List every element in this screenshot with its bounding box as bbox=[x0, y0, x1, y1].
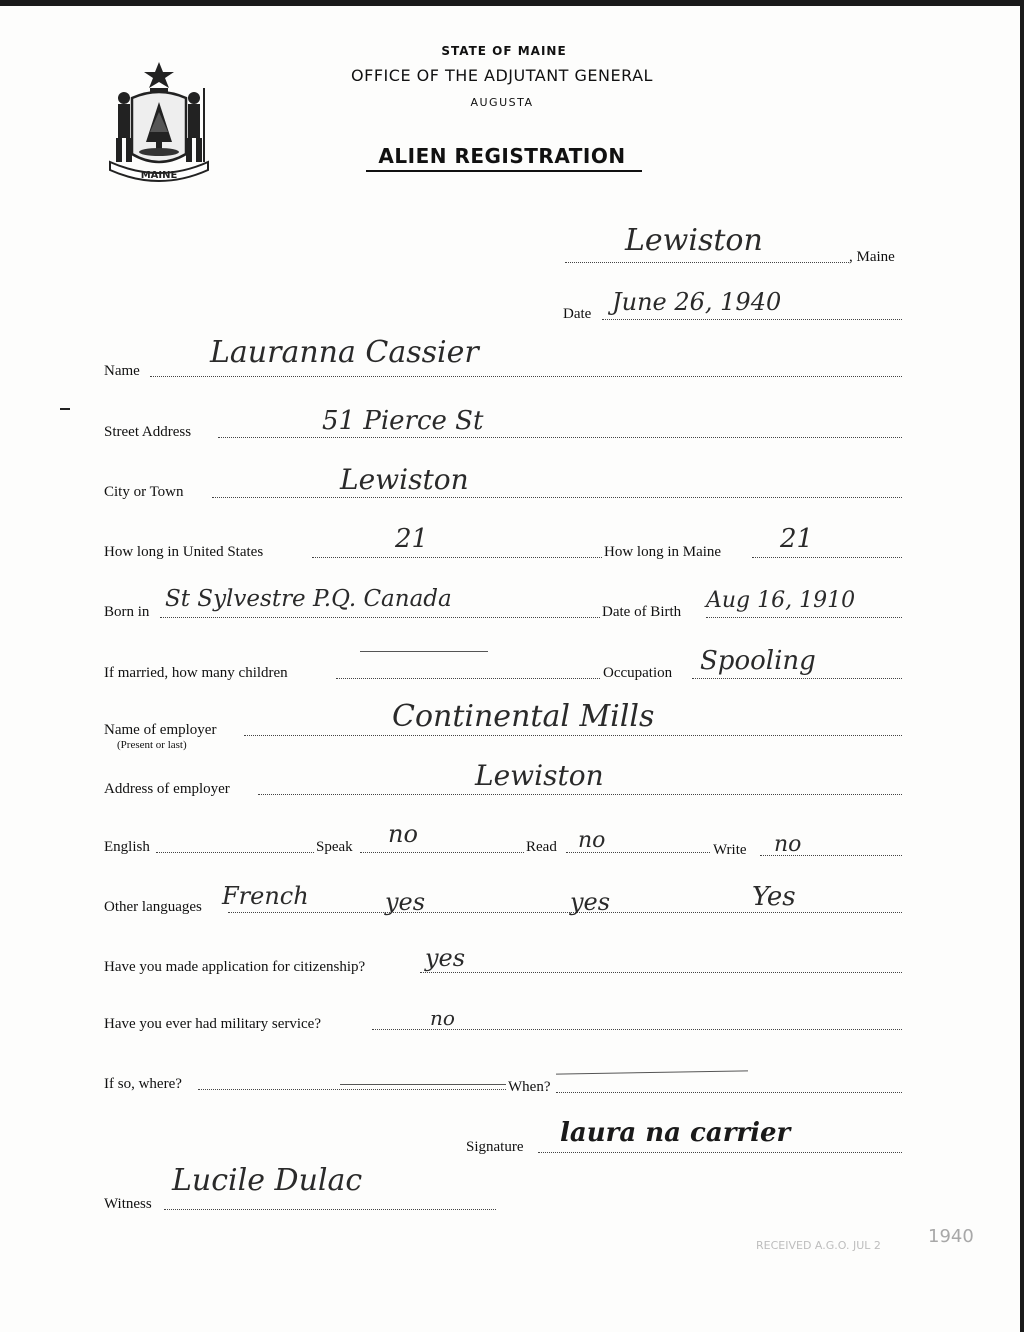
location-value: Lewiston bbox=[625, 223, 763, 258]
military-value: no bbox=[430, 1006, 455, 1030]
title-underline bbox=[366, 170, 642, 172]
location-line bbox=[565, 262, 849, 263]
employer-value: Continental Mills bbox=[392, 699, 655, 734]
margin-mark bbox=[60, 408, 70, 410]
when-dash-mark bbox=[556, 1070, 748, 1074]
employer-note: (Present or last) bbox=[117, 739, 187, 751]
occupation-label: Occupation bbox=[603, 665, 673, 681]
english-line bbox=[156, 852, 314, 853]
form-title: ALIEN REGISTRATION bbox=[378, 144, 626, 168]
if-so-where-line bbox=[198, 1089, 506, 1090]
street-line bbox=[218, 437, 902, 438]
name-value: Lauranna Cassier bbox=[210, 335, 479, 370]
read-label: Read bbox=[526, 839, 557, 855]
speak-line bbox=[360, 852, 524, 853]
read-value: no bbox=[578, 828, 606, 853]
witness-label: Witness bbox=[104, 1196, 152, 1212]
military-label: Have you ever had military service? bbox=[104, 1016, 321, 1032]
born-in-label: Born in bbox=[104, 604, 150, 620]
employer-line bbox=[244, 735, 902, 736]
born-in-line bbox=[160, 617, 600, 618]
scan-edge-right bbox=[1020, 0, 1024, 1332]
if-so-where-label: If so, where? bbox=[104, 1076, 182, 1092]
name-label: Name bbox=[104, 363, 140, 379]
street-label: Street Address bbox=[104, 424, 192, 440]
how-long-maine-label: How long in Maine bbox=[604, 544, 722, 560]
other-languages-label: Other languages bbox=[104, 899, 202, 915]
maine-label: , Maine bbox=[849, 249, 895, 265]
how-long-us-label: How long in United States bbox=[104, 544, 264, 560]
citizenship-line bbox=[420, 972, 902, 973]
received-stamp: RECEIVED A.G.O. JUL 2 bbox=[756, 1239, 881, 1252]
occupation-line bbox=[692, 678, 902, 679]
city-label: City or Town bbox=[104, 484, 184, 500]
date-of-birth-value: Aug 16, 1910 bbox=[706, 588, 856, 613]
seal-motto-text: MAINE bbox=[140, 170, 178, 181]
if-so-where-dash-mark bbox=[340, 1084, 506, 1085]
occupation-value: Spooling bbox=[700, 646, 816, 676]
signature-value: laura na carrier bbox=[560, 1118, 791, 1148]
how-long-maine-value: 21 bbox=[780, 524, 814, 554]
city-heading: AUGUSTA bbox=[470, 96, 534, 109]
street-value: 51 Pierce St bbox=[322, 406, 484, 436]
employer-address-line bbox=[258, 794, 902, 795]
state-heading: STATE OF MAINE bbox=[441, 44, 567, 58]
witness-line bbox=[164, 1209, 496, 1210]
speak-label: Speak bbox=[316, 839, 353, 855]
other-speak-value: yes bbox=[385, 888, 426, 916]
date-of-birth-line bbox=[706, 617, 902, 618]
how-long-maine-line bbox=[752, 557, 902, 558]
other-languages-line bbox=[228, 912, 902, 913]
employer-address-value: Lewiston bbox=[475, 759, 604, 792]
how-long-us-value: 21 bbox=[395, 524, 429, 554]
employer-label: Name of employer bbox=[104, 722, 217, 738]
employer-address-label: Address of employer bbox=[104, 781, 230, 797]
date-label: Date bbox=[563, 306, 592, 322]
witness-value: Lucile Dulac bbox=[172, 1163, 363, 1198]
children-line bbox=[336, 678, 600, 679]
received-stamp-year: 1940 bbox=[928, 1226, 974, 1247]
speak-value: no bbox=[388, 820, 418, 848]
when-label: When? bbox=[508, 1079, 551, 1095]
children-label: If married, how many children bbox=[104, 665, 288, 681]
when-line bbox=[556, 1092, 902, 1093]
citizenship-label: Have you made application for citizenship? bbox=[104, 959, 366, 975]
scan-edge-top bbox=[0, 0, 1024, 6]
signature-label: Signature bbox=[466, 1139, 524, 1155]
city-line bbox=[212, 497, 902, 498]
date-line bbox=[602, 319, 902, 320]
city-value: Lewiston bbox=[340, 463, 469, 496]
other-write-value: Yes bbox=[752, 882, 796, 912]
other-language-value: French bbox=[222, 882, 309, 910]
english-label: English bbox=[104, 839, 150, 855]
name-line bbox=[150, 376, 902, 377]
how-long-us-line bbox=[312, 557, 602, 558]
date-of-birth-label: Date of Birth bbox=[602, 604, 682, 620]
born-in-value: St Sylvestre P.Q. Canada bbox=[165, 586, 452, 612]
write-label: Write bbox=[713, 842, 747, 858]
other-read-value: yes bbox=[570, 888, 611, 916]
date-value: June 26, 1940 bbox=[612, 288, 782, 316]
office-heading: OFFICE OF THE ADJUTANT GENERAL bbox=[351, 66, 653, 85]
signature-line bbox=[538, 1152, 902, 1153]
children-dash-mark bbox=[360, 651, 488, 652]
write-value: no bbox=[774, 832, 802, 857]
citizenship-value: yes bbox=[425, 944, 466, 972]
